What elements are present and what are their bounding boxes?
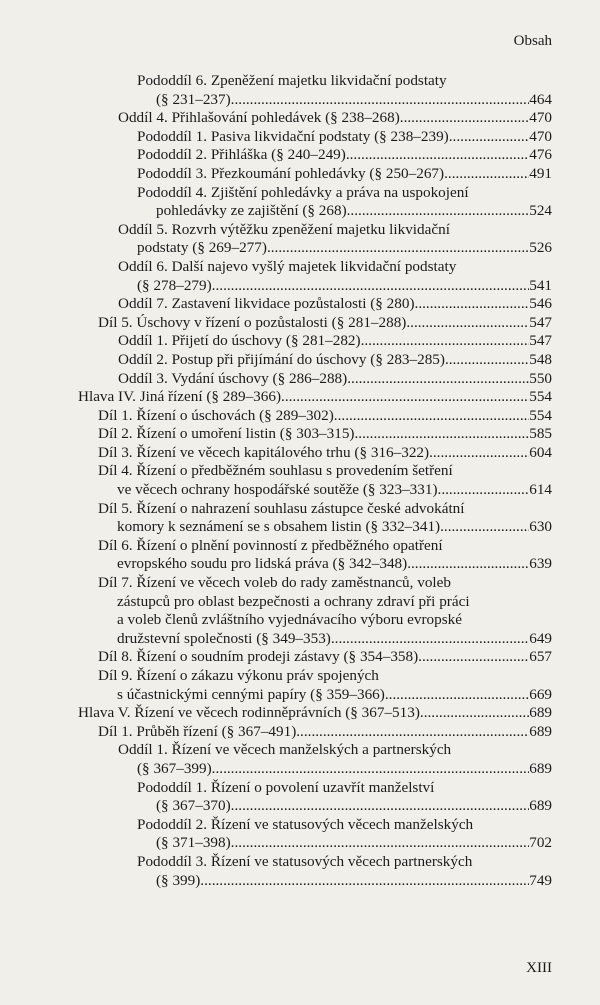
toc-page-number: 657 [529,648,552,666]
toc-entry [0,407,600,426]
toc-page-number: 546 [529,295,552,313]
toc-entry-title: Díl 7. Řízení ve věcech voleb do rady zaměstnanců, voleb [98,574,451,592]
toc-page-number: 470 [529,127,552,145]
dot-leader [346,146,529,165]
toc-page-number: 702 [529,834,552,852]
toc-page-number: 524 [529,202,552,220]
toc-entry [0,704,600,723]
toc-entry [0,146,600,165]
toc-entry [0,648,600,667]
toc-entry-title: Oddíl 1. Řízení ve věcech manželských a partnerských [118,741,452,759]
toc-entry-title: (§ 399) [156,871,201,889]
toc-entry-title: Díl 1. Řízení o úschovách (§ 289–302) [98,406,334,424]
toc-entry-title: Pododdíl 3. Řízení ve statusových věcech partnerských [137,852,473,870]
toc-entry-title: (§ 371–398) [156,834,231,852]
toc-entry-title: ve věcech ochrany hospodářské soutěže (§ 323–331) [117,481,438,499]
dot-leader [267,239,529,258]
toc-entry-title: Pododdíl 2. Přihláška (§ 240–249) [137,146,346,164]
toc-entry [0,574,600,648]
toc-entry-title: Oddíl 5. Rozvrh výtěžku zpeněžení majetku likvidační [118,220,450,238]
toc-entry [0,741,600,778]
dot-leader [347,202,530,221]
toc-entry-title: Oddíl 2. Postup při přijímání do úschovy (§ 283–285) [118,350,445,368]
dot-leader [331,630,529,649]
dot-leader [438,481,530,500]
running-head: Obsah [513,33,552,49]
dot-leader [444,165,529,184]
dot-leader [231,91,530,110]
toc-entry-title: (§ 278–279) [137,276,212,294]
toc-entry-title: Díl 3. Řízení ve věcech kapitálového trhu (§ 316–322) [98,443,430,461]
toc-entry [0,425,600,444]
dot-leader [418,648,529,667]
toc-entry-title: (§ 231–237) [156,90,231,108]
toc-entry-title: s účastnickými cennými papíry (§ 359–366) [117,685,385,703]
toc-entry-title: Díl 2. Řízení o umoření listin (§ 303–315) [98,425,355,443]
toc-page-number: 491 [529,164,552,182]
toc-page-number: 669 [529,685,552,703]
toc-entry-title: evropského soudu pro lidská práva (§ 342–348) [117,555,408,573]
table-of-contents [0,72,600,890]
toc-page-number: 541 [529,276,552,294]
toc-page-number: 639 [529,555,552,573]
dot-leader [354,425,529,444]
toc-entry-title: zástupců pro oblast bezpečnosti a ochrany zdraví při práci [117,592,470,610]
toc-entry-title: a voleb členů zvláštního vyjednávacího výboru evropské [117,611,462,629]
toc-entry-title: Oddíl 4. Přihlašování pohledávek (§ 238–268) [118,109,400,127]
toc-entry [0,351,600,370]
dot-leader [296,723,529,742]
dot-leader [281,388,529,407]
dot-leader [212,277,530,296]
toc-entry-title: družstevní společnosti (§ 349–353) [117,629,331,647]
toc-page-number: 630 [529,518,552,536]
toc-entry [0,370,600,389]
toc-entry [0,295,600,314]
toc-entry [0,258,600,295]
toc-page-number: 464 [529,90,552,108]
toc-entry-title: Pododdíl 6. Zpeněžení majetku likvidační podstaty [137,72,447,89]
dot-leader [445,351,529,370]
toc-entry-title: Díl 1. Průběh řízení (§ 367–491) [98,722,297,740]
toc-entry [0,723,600,742]
toc-entry [0,779,600,816]
dot-leader [406,314,529,333]
toc-entry-title: Oddíl 1. Přijetí do úschovy (§ 281–282) [118,332,361,350]
dot-leader [407,555,529,574]
toc-entry-title: Hlava IV. Jiná řízení (§ 289–366) [78,388,282,406]
toc-entry-title: (§ 367–370) [156,797,231,815]
toc-entry [0,332,600,351]
toc-entry-title: Pododdíl 3. Přezkoumání pohledávky (§ 250–267) [137,164,445,182]
page-number: XIII [526,960,552,976]
dot-leader [415,295,530,314]
toc-page-number: 689 [529,797,552,815]
toc-entry-title: Hlava V. Řízení ve věcech rodinněprávních (§ 367–513) [78,704,420,722]
dot-leader [385,686,529,705]
toc-entry-title: Oddíl 3. Vydání úschovy (§ 286–288) [118,369,348,387]
toc-entry-title: Díl 6. Řízení o plnění povinností z předběžného opatření [98,536,443,554]
toc-page-number: 470 [529,109,552,127]
toc-page-number: 554 [529,388,552,406]
dot-leader [212,760,530,779]
toc-page-number: 689 [529,759,552,777]
dot-leader [429,444,529,463]
dot-leader [440,518,529,537]
toc-entry [0,444,600,463]
toc-entry-title: pohledávky ze zajištění (§ 268) [156,202,347,220]
toc-entry [0,462,600,499]
toc-entry-title: Díl 5. Úschovy v řízení o pozůstalosti (§ 281–288) [98,313,407,331]
dot-leader [400,109,529,128]
toc-entry-title: Pododdíl 1. Pasiva likvidační podstaty (§ 238–239) [137,127,449,145]
toc-page-number: 548 [529,350,552,368]
toc-page-number: 547 [529,313,552,331]
dot-leader [231,834,530,853]
dot-leader [361,332,530,351]
toc-entry [0,165,600,184]
toc-entry-title: Oddíl 6. Další najevo vyšlý majetek likvidační podstaty [118,257,457,275]
toc-entry-title: Pododdíl 1. Řízení o povolení uzavřít manželství [137,778,435,796]
dot-leader [200,872,529,891]
dot-leader [420,704,529,723]
dot-leader [449,128,529,147]
toc-entry [0,816,600,853]
toc-entry [0,221,600,258]
toc-entry [0,853,600,890]
toc-entry [0,109,600,128]
toc-page-number: 554 [529,406,552,424]
toc-page-number: 526 [529,239,552,257]
toc-page-number: 689 [529,704,552,722]
toc-entry [0,667,600,704]
toc-entry-title: (§ 367–399) [137,759,212,777]
dot-leader [347,370,529,389]
toc-entry [0,500,600,537]
toc-entry-title: Díl 4. Řízení o předběžném souhlasu s provedením šetření [98,462,453,480]
toc-page-number: 476 [529,146,552,164]
toc-entry [0,388,600,407]
toc-entry-title: Pododdíl 2. Řízení ve statusových věcech manželských [137,815,474,833]
toc-page-number: 749 [529,871,552,889]
toc-page-number: 547 [529,332,552,350]
toc-entry-title: Díl 8. Řízení o soudním prodeji zástavy (§ 354–358) [98,648,419,666]
toc-entry-title: komory k seznámení se s obsahem listin (§ 332–341) [117,518,441,536]
dot-leader [334,407,529,426]
toc-entry-title: Oddíl 7. Zastavení likvidace pozůstalosti (§ 280) [118,295,415,313]
toc-entry-title: Díl 9. Řízení o zákazu výkonu práv spojených [98,667,379,684]
toc-entry [0,72,600,109]
toc-page-number: 689 [529,722,552,740]
toc-entry [0,128,600,147]
toc-entry [0,184,600,221]
toc-page-number: 585 [529,425,552,443]
toc-entry-title: Pododdíl 4. Zjištění pohledávky a práva na uspokojení [137,183,469,201]
toc-page-number: 604 [529,443,552,461]
toc-entry [0,314,600,333]
toc-entry-title: podstaty (§ 269–277) [137,239,267,257]
toc-page-number: 550 [529,369,552,387]
toc-entry [0,537,600,574]
toc-page-number: 649 [529,629,552,647]
toc-entry-title: Díl 5. Řízení o nahrazení souhlasu zástupce české advokátní [98,499,465,517]
dot-leader [231,797,530,816]
toc-page-number: 614 [529,481,552,499]
